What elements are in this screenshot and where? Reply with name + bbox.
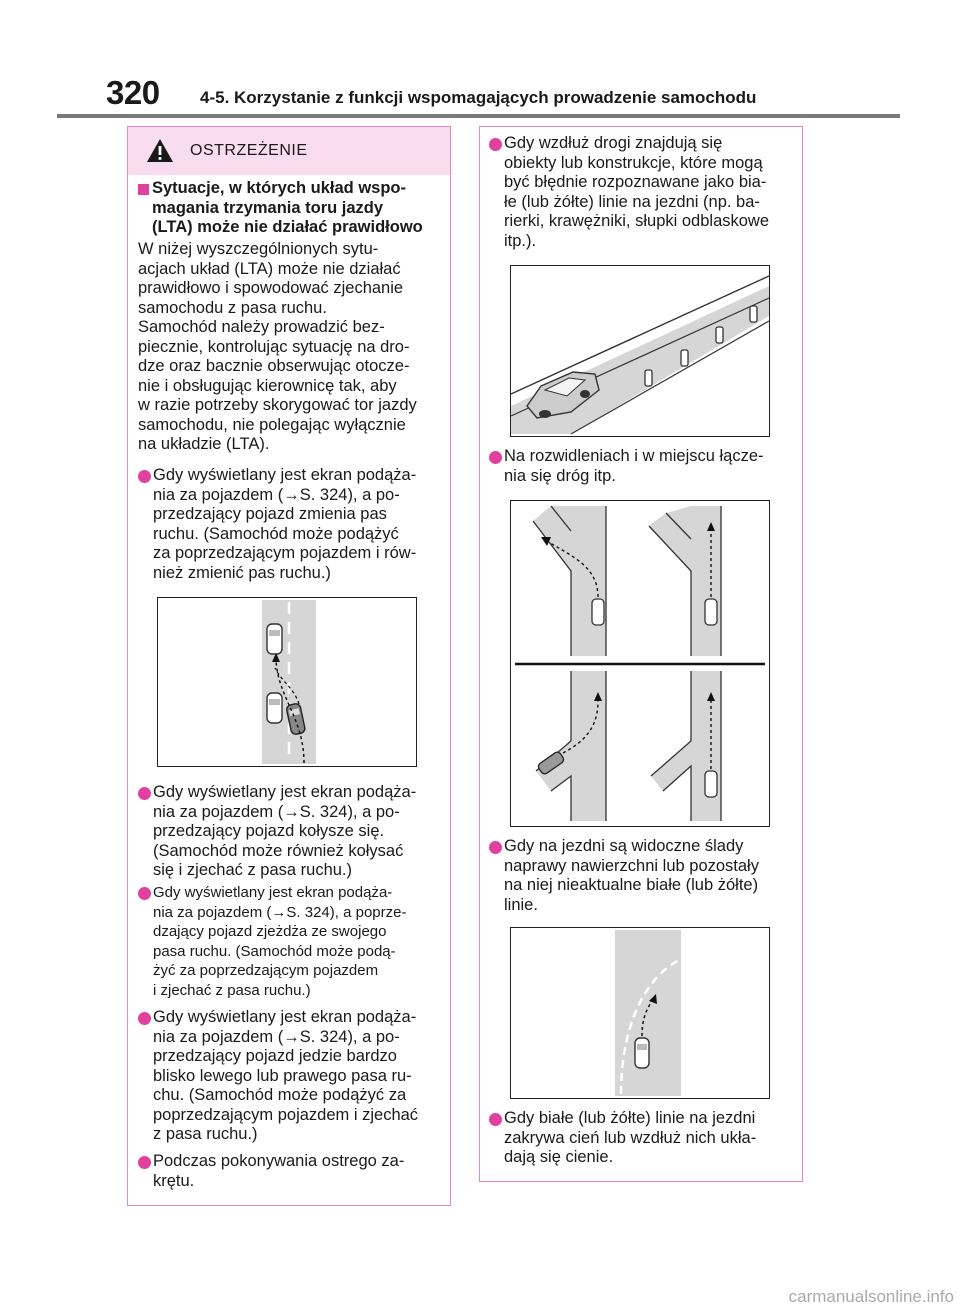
heading-line: (LTA) może nie działać prawidłowo — [152, 218, 423, 236]
bullet-text — [504, 837, 759, 915]
intro-line: W niżej wyszczególnionych sytu- — [138, 240, 379, 258]
warning-icon — [146, 138, 174, 163]
bullet-line: się i zjechać z pasa ruchu.) — [153, 861, 353, 879]
bullet-line: krętu. — [153, 1171, 195, 1190]
bullet-line: Na rozwidleniach i w miejscu łącze- — [504, 447, 764, 465]
intro-line: w razie potrzeby skorygować tor jazdy — [138, 396, 417, 414]
intro-line: samochodu z pasa ruchu. — [138, 298, 327, 317]
bullet-line: pasa ruchu. (Samochód może podą- — [153, 942, 396, 960]
bullet-line: nia za pojazdem (→S. 324), a poprze- — [153, 903, 407, 921]
warning-intro — [138, 240, 417, 455]
bullet-text — [153, 883, 406, 1000]
bullet-text — [153, 466, 416, 583]
car-icon — [267, 624, 282, 654]
bullet-dot — [489, 451, 502, 464]
bullet-line: przedzający pojazd kołysze się. — [153, 822, 385, 840]
page-header — [0, 0, 960, 118]
intro-line: Samochód należy prowadzić bez- — [138, 318, 385, 336]
bullet-text — [153, 783, 416, 881]
bullet-line: Gdy wyświetlany jest ekran podąża- — [153, 884, 393, 901]
bullet-line: (Samochód może również kołysać — [153, 841, 404, 860]
intro-line: piecznie, kontrolując sytuację na dro- — [138, 337, 410, 356]
bullet-dot — [138, 1156, 151, 1169]
intro-line: nie i obsługując kierownicę tak, aby — [138, 376, 397, 395]
bullet-line: Gdy białe (lub żółte) linie na jezdni — [504, 1109, 756, 1127]
bullet-dot — [138, 1012, 151, 1025]
intro-line: na układzie (LTA). — [138, 435, 270, 453]
bullet-line: i zjechać z pasa ruchu.) — [153, 981, 311, 999]
bullet-text — [504, 134, 769, 251]
bullet-text — [153, 1008, 418, 1145]
roadside-posts-illustration — [510, 265, 770, 437]
heading-line: magania trzymania toru jazdy — [152, 198, 384, 217]
bullet-line: łe (lub żółte) linie na jezdni (np. ba- — [504, 192, 760, 211]
bullet-line: żyć za poprzedzającym pojazdem — [153, 962, 379, 979]
bullet-line: być błędnie rozpoznawane jako bia- — [504, 173, 767, 191]
bullet-line: nia się dróg itp. — [504, 466, 616, 485]
page-number: 320 — [106, 74, 160, 111]
bullet-line: Gdy wyświetlany jest ekran podąża- — [153, 783, 417, 801]
warning-title: OSTRZEŻENIE — [190, 142, 308, 159]
bullet-line: blisko lewego lub prawego pasa ru- — [153, 1066, 412, 1085]
intro-line: prawidłowo i spowodować zjechanie — [138, 279, 404, 297]
intro-line: acjach układ (LTA) może nie działać — [138, 259, 401, 278]
bullet-dot — [489, 841, 502, 854]
intro-line: samochodu, nie polegając wyłącznie — [138, 415, 406, 434]
bullet-line: linie. — [504, 895, 538, 914]
old-lane-marks-illustration — [510, 927, 770, 1099]
bullet-line: rierki, krawężniki, słupki odblaskowe — [504, 212, 770, 230]
bullet-dot — [138, 470, 151, 483]
bullet-line: przedzający pojazd zmienia pas — [153, 505, 387, 523]
bullet-line: Gdy na jezdni są widoczne ślady — [504, 837, 744, 855]
bullet-line: na niej nieaktualne białe (lub żółte) — [504, 876, 759, 894]
bullet-line: ruchu. (Samochód może podążyć — [153, 524, 399, 543]
bullet-dot — [138, 787, 151, 800]
bullet-text — [504, 1109, 756, 1168]
bullet-line: nież zmienić pas ruchu.) — [153, 563, 331, 582]
heading-marker — [138, 184, 149, 195]
bullet-text — [153, 1152, 404, 1191]
heading-line: Sytuacje, w których układ wspo- — [152, 179, 406, 197]
watermark: carmanualsonline.info — [788, 1287, 954, 1306]
bullet-line: nia za pojazdem (→S. 324), a po- — [153, 485, 400, 504]
bullet-line: dają się cienie. — [504, 1148, 614, 1166]
bullet-line: z pasa ruchu.) — [153, 1125, 258, 1143]
bullet-line: za poprzedzającym pojazdem i rów- — [153, 544, 417, 562]
header-rule — [57, 114, 900, 118]
warning-heading — [152, 179, 423, 238]
bullet-dot — [138, 887, 151, 900]
bullet-line: itp.). — [504, 231, 537, 250]
bullet-line: dzający pojazd zjeżdża ze swojego — [153, 923, 387, 940]
bullet-line: zakrywa cień lub wzdłuż nich ukła- — [504, 1128, 757, 1147]
car-icon — [635, 1038, 649, 1068]
fork-merge-illustration — [510, 500, 770, 827]
bullet-line: chu. (Samochód może podążyć za — [153, 1086, 407, 1104]
bullet-line: poprzedzającym pojazdem i zjechać — [153, 1105, 419, 1124]
bullet-line: Podczas pokonywania ostrego za- — [153, 1152, 405, 1170]
bullet-text — [504, 447, 764, 486]
bullet-dot — [489, 1113, 502, 1126]
section-title: 4-5. Korzystanie z funkcji wspomagających prowadzenie samochodu — [200, 88, 757, 107]
bullet-line: obiekty lub konstrukcje, które mogą — [504, 153, 763, 172]
bullet-line: Gdy wzdłuż drogi znajdują się — [504, 134, 723, 152]
lane-change-illustration — [157, 597, 417, 767]
bullet-line: nia za pojazdem (→S. 324), a po- — [153, 1027, 400, 1046]
bullet-line: naprawy nawierzchni lub pozostały — [504, 856, 759, 875]
bullet-line: Gdy wyświetlany jest ekran podąża- — [153, 1008, 417, 1026]
intro-line: dze oraz bacznie obserwując otocze- — [138, 357, 410, 375]
bullet-line: Gdy wyświetlany jest ekran podąża- — [153, 466, 417, 484]
bullet-dot — [489, 138, 502, 151]
bullet-line: nia za pojazdem (→S. 324), a po- — [153, 802, 400, 821]
bullet-line: przedzający pojazd jedzie bardzo — [153, 1047, 397, 1065]
